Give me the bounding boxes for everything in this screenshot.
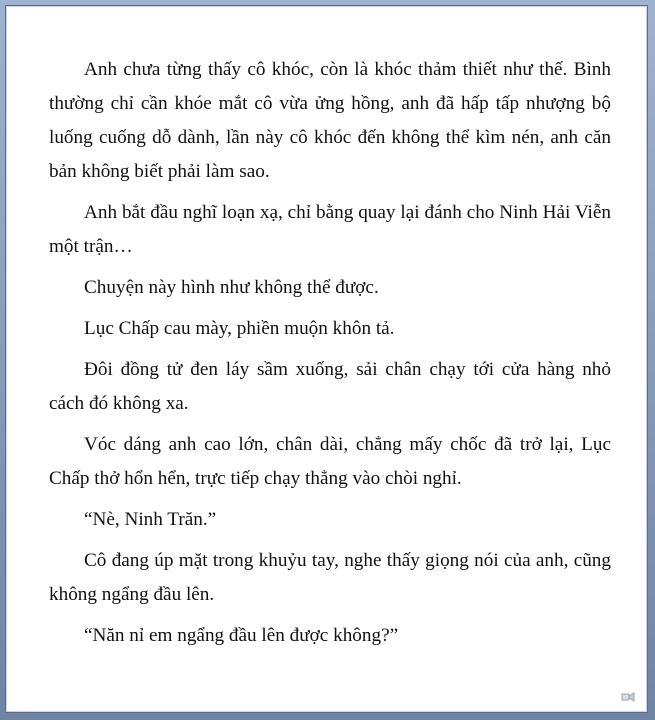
document-text — [49, 53, 611, 660]
paragraph-6: Vóc dáng anh cao lớn, chân dài, chẳng mấy chốc đã trở lại, Lục Chấp thở hổn hển, trực tiếp chạy thẳng vào chòi nghỉ. — [49, 434, 611, 489]
paragraph-5: Đôi đồng tử đen láy sầm xuống, sải chân chạy tới cửa hàng nhỏ cách đó không xa. — [49, 359, 611, 414]
paragraph-7: “Nè, Ninh Trăn.” — [84, 509, 217, 530]
paragraph-9: “Năn nỉ em ngẩng đầu lên được không?” — [84, 625, 399, 646]
document-page — [5, 5, 648, 713]
page-corner-icon — [621, 692, 635, 702]
paragraph-8: Cô đang úp mặt trong khuỷu tay, nghe thấy giọng nói của anh, cũng không ngẩng đầu lên. — [49, 550, 611, 605]
paragraph-3: Chuyện này hình như không thể được. — [84, 277, 379, 298]
paragraph-4: Lục Chấp cau mày, phiền muộn khôn tả. — [84, 318, 395, 339]
paragraph-1: Anh chưa từng thấy cô khóc, còn là khóc thảm thiết như thế. Bình thường chỉ cần khóe mắt cô vừa ửng hồng, anh đã hấp tấp nhượng bộ luống cuống dỗ dành, lần này cô khóc đến không thể kìm nén, anh căn bản không biết phải làm sao. — [49, 59, 611, 182]
paragraph-2: Anh bắt đầu nghĩ loạn xạ, chỉ bằng quay lại đánh cho Ninh Hải Viễn một trận… — [49, 202, 611, 257]
